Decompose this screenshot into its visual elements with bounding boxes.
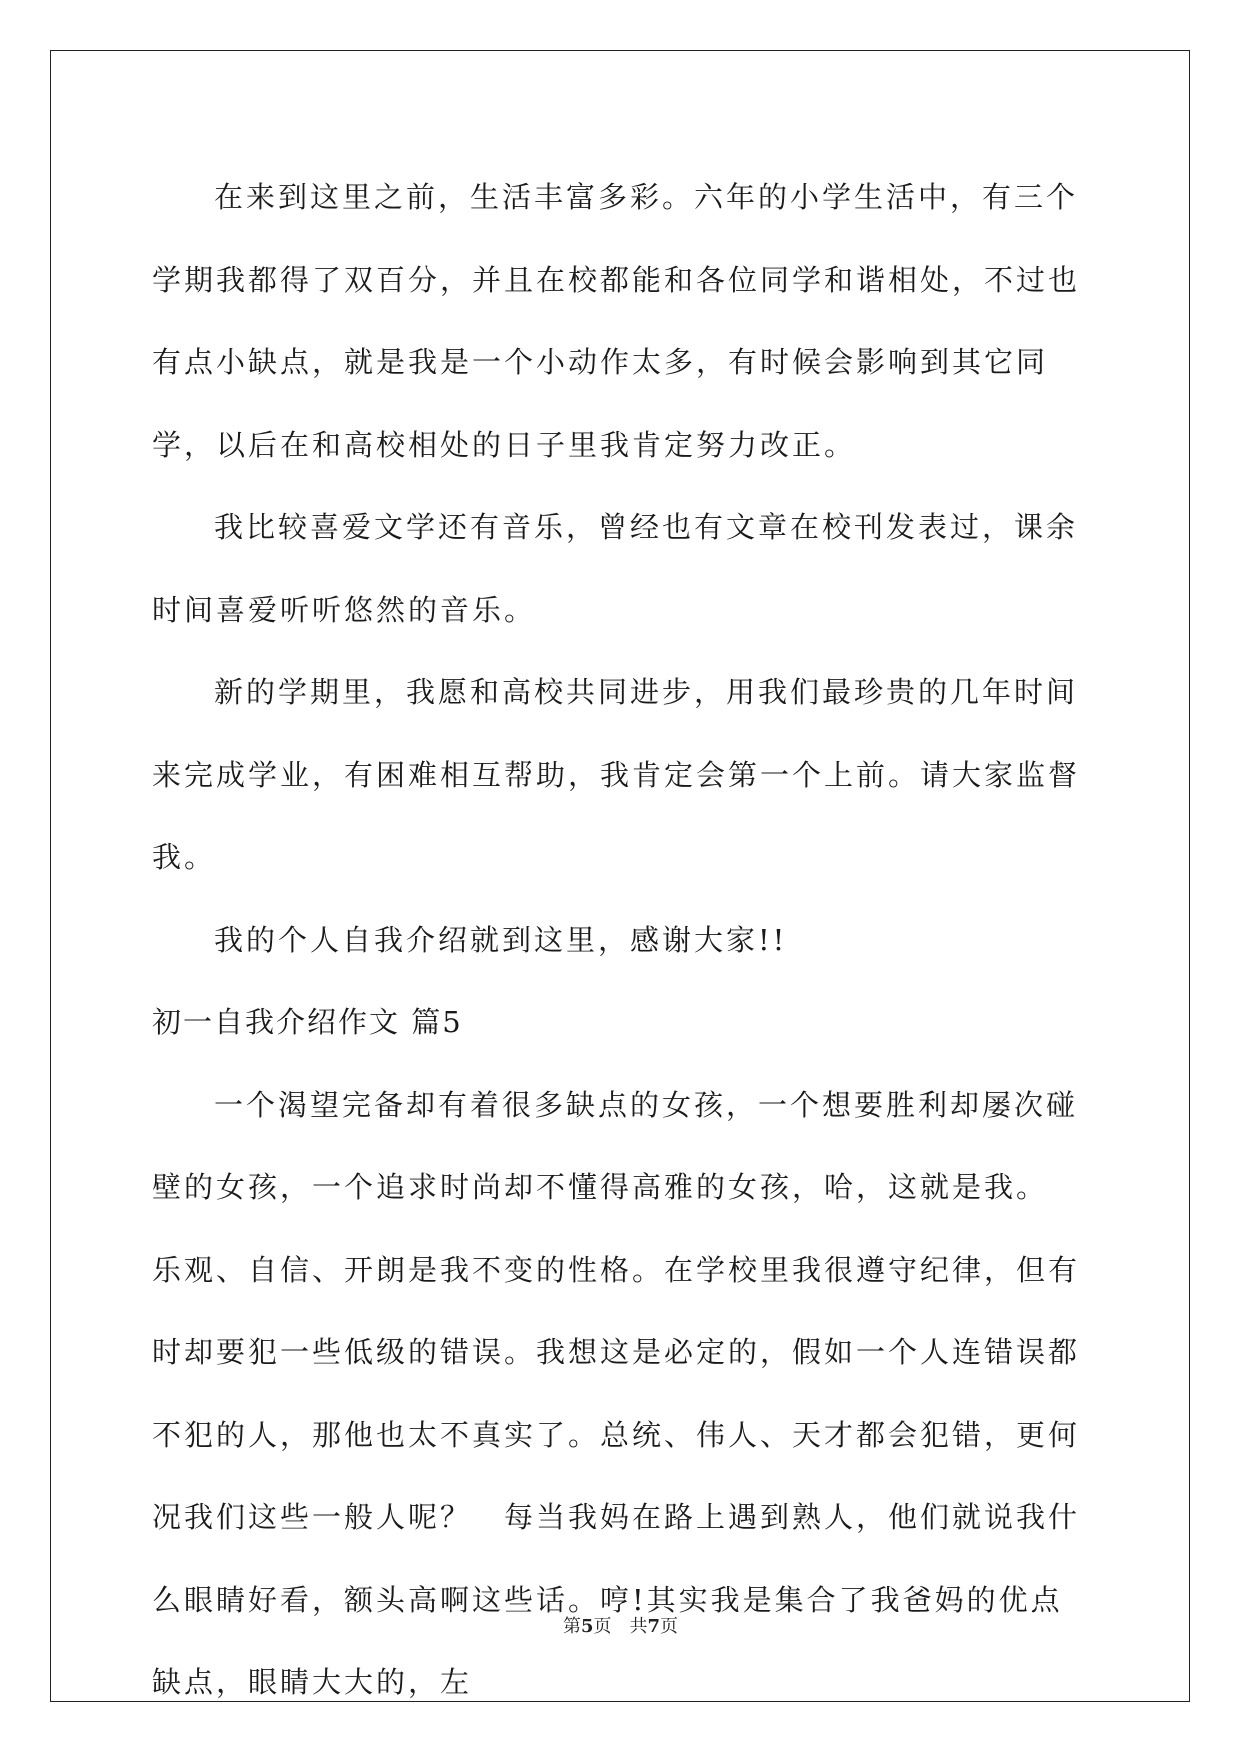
paragraph-2: 我比较喜爱文学还有音乐，曾经也有文章在校刊发表过，课余时间喜爱听听悠然的音乐。 [152, 510, 1079, 627]
total-suffix: 页 [660, 1616, 679, 1637]
total-prefix: 共 [629, 1616, 648, 1637]
page-number: 5 [580, 1616, 594, 1637]
page-suffix: 页 [593, 1616, 612, 1637]
paragraph-1: 在来到这里之前，生活丰富多彩。六年的小学生活中，有三个学期我都得了双百分，并且在校都能和各位同学和谐相处，不过也有点小缺点，就是我是一个小动作太多，有时候会影响到其它同学，以后在和高校相处的日子里我肯定努力改正。 [152, 180, 1081, 462]
document-body [152, 156, 1088, 1724]
page-footer [0, 1612, 1241, 1638]
total-pages: 7 [647, 1616, 661, 1637]
paragraph-3: 新的学期里，我愿和高校共同进步，用我们最珍贵的几年时间来完成学业，有困难相互帮助，我肯定会第一个上前。请大家监督我。 [152, 675, 1081, 874]
paragraph-4: 我的个人自我介绍就到这里，感谢大家!! [214, 922, 788, 957]
paragraph-5: 一个渴望完备却有着很多缺点的女孩，一个想要胜利却屡次碰壁的女孩，一个追求时尚却不懂得高雅的女孩，哈，这就是我。 乐观、自信、开朗是我不变的性格。在学校里我很遵守纪律，但有时却要犯一些低级的错误。我想这是必定的，假如一个人连错误都不犯的人，那他也太不真实了。总统、伟人、天才都会犯错，更何况我们这些一般人呢？ 每当我妈在路上遇到熟人，他们就说我什么眼睛好看，额头高啊这些话。哼!其实我是集合了我爸妈的优点缺点，眼睛大大的，左 [152, 1087, 1081, 1699]
page-prefix: 第 [562, 1616, 581, 1637]
section-heading: 初一自我介绍作文 篇5 [152, 1005, 463, 1039]
